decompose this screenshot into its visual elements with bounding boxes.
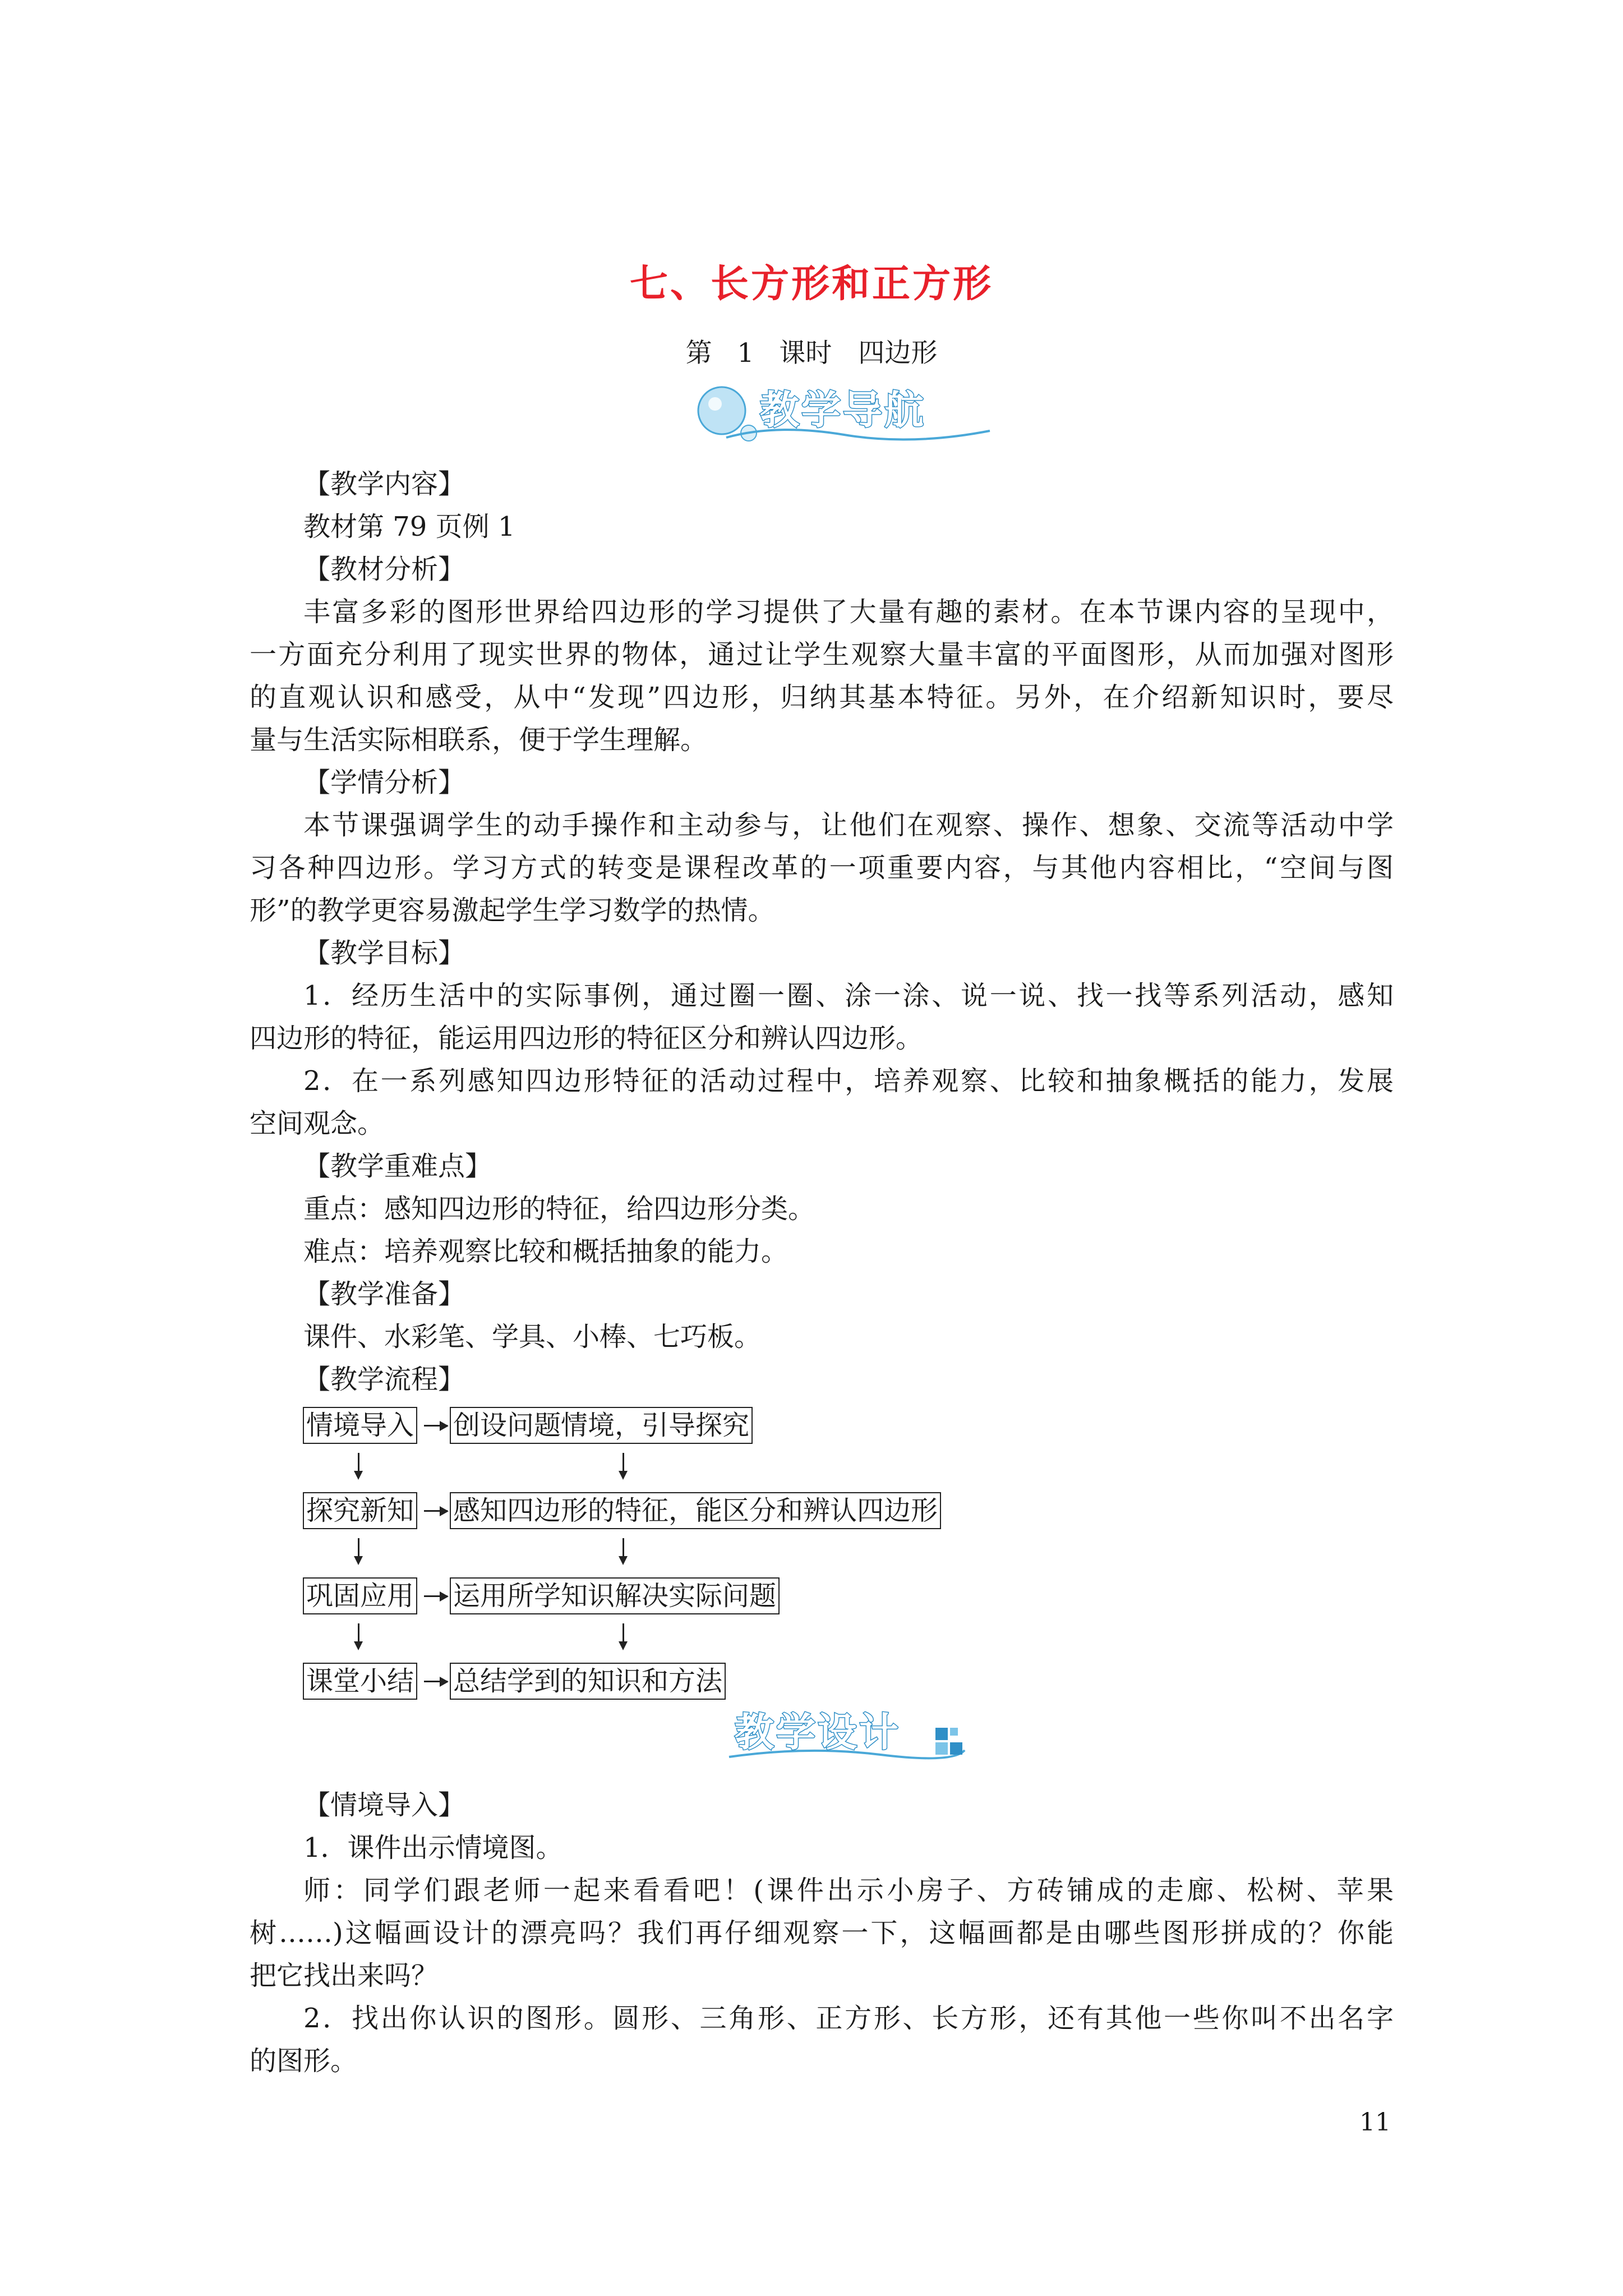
banner-text: 教学设计 [735, 1709, 901, 1755]
section-heading: 【教学内容】 [303, 468, 465, 500]
down-arrow-icon [623, 1538, 624, 1563]
flow-detail-box: 运用所学知识解决实际问题 [450, 1577, 780, 1614]
paragraph-line: 四边形的特征，能运用四边形的特征区分和辨认四边形。 [250, 1023, 923, 1054]
paragraph-line: 量与生活实际相联系，便于学生理解。 [250, 724, 708, 756]
paragraph-line: 空间观念。 [250, 1108, 385, 1139]
teaching-navigation-banner [693, 381, 1001, 449]
flow-detail-box: 感知四边形的特征，能区分和辨认四边形 [450, 1492, 941, 1529]
page-number: 11 [1359, 2108, 1391, 2137]
paragraph-line: 师：同学们跟老师一起来看看吧！(课件出示小房子、方砖铺成的走廊、松树、苹果 [303, 1875, 1394, 1906]
main-content [250, 463, 1394, 1401]
section-heading: 【学情分析】 [303, 767, 465, 798]
flow-step-box: 巩固应用 [303, 1577, 417, 1614]
section-heading: 【教学重难点】 [303, 1151, 492, 1182]
paragraph-line: 本节课强调学生的动手操作和主动参与，让他们在观察、操作、想象、交流等活动中学 [303, 809, 1394, 841]
section-heading: 【教学准备】 [303, 1278, 465, 1310]
flow-step-box: 探究新知 [303, 1492, 417, 1529]
paragraph-line: 课件、水彩笔、学具、小棒、七巧板。 [303, 1321, 762, 1352]
chapter-title: 七、长方形和正方形 [629, 262, 993, 306]
lesson-subtitle: 第 1 课时 四边形 [685, 338, 938, 369]
paragraph-line: 习各种四边形。学习方式的转变是课程改革的一项重要内容，与其他内容相比，“空间与图 [250, 852, 1394, 884]
down-arrow-icon [358, 1453, 359, 1478]
paragraph-line: 重点：感知四边形的特征，给四边形分类。 [303, 1193, 815, 1225]
squares-icon [935, 1728, 962, 1755]
paragraph-line: 的直观认识和感受，从中“发现”四边形，归纳其基本特征。另外，在介绍新知识时，要尽 [250, 682, 1394, 713]
section-heading: 【情境导入】 [303, 1789, 465, 1821]
flow-detail-box: 总结学到的知识和方法 [450, 1663, 726, 1700]
teaching-design-banner [723, 1705, 981, 1767]
banner-text: 教学导航 [760, 387, 926, 433]
right-arrow-icon [424, 1425, 448, 1427]
section-heading: 【教材分析】 [303, 554, 465, 585]
paragraph-line: 把它找出来吗？ [250, 1960, 439, 1991]
right-arrow-icon [424, 1510, 448, 1512]
right-arrow-icon [424, 1681, 448, 1682]
paragraph-line: 1．课件出示情境图。 [303, 1832, 563, 1864]
paragraph-line: 教材第 79 页例 1 [303, 511, 515, 542]
paragraph-line: 2．在一系列感知四边形特征的活动过程中，培养观察、比较和抽象概括的能力，发展 [303, 1065, 1394, 1097]
flow-detail-box: 创设问题情境，引导探究 [450, 1407, 753, 1444]
paragraph-line: 形”的教学更容易激起学生学习数学的热情。 [250, 895, 775, 926]
flow-step-box: 情境导入 [303, 1407, 417, 1444]
down-arrow-icon [358, 1538, 359, 1563]
paragraph-line: 树……)这幅画设计的漂亮吗？我们再仔细观察一下，这幅画都是由哪些图形拼成的？你能 [250, 1917, 1394, 1949]
section-heading: 【教学目标】 [303, 937, 465, 969]
paragraph-line: 难点：培养观察比较和概括抽象的能力。 [303, 1236, 789, 1267]
flow-step-box: 课堂小结 [303, 1663, 417, 1700]
paragraph-line: 的图形。 [250, 2045, 358, 2077]
paragraph-line: 1．经历生活中的实际事例，通过圈一圈、涂一涂、说一说、找一找等系列活动，感知 [303, 980, 1394, 1011]
bubble-icon [698, 387, 745, 434]
paragraph-line: 一方面充分利用了现实世界的物体，通过让学生观察大量丰富的平面图形，从而加强对图形 [250, 639, 1394, 670]
paragraph-line: 丰富多彩的图形世界给四边形的学习提供了大量有趣的素材。在本节课内容的呈现中， [303, 596, 1394, 628]
down-arrow-icon [623, 1453, 624, 1478]
right-arrow-icon [424, 1595, 448, 1597]
down-arrow-icon [623, 1623, 624, 1648]
down-arrow-icon [358, 1623, 359, 1648]
paragraph-line: 2．找出你认识的图形。圆形、三角形、正方形、长方形，还有其他一些你叫不出名字 [303, 2003, 1394, 2034]
design-content [250, 1784, 1394, 2082]
section-heading: 【教学流程】 [303, 1364, 465, 1395]
